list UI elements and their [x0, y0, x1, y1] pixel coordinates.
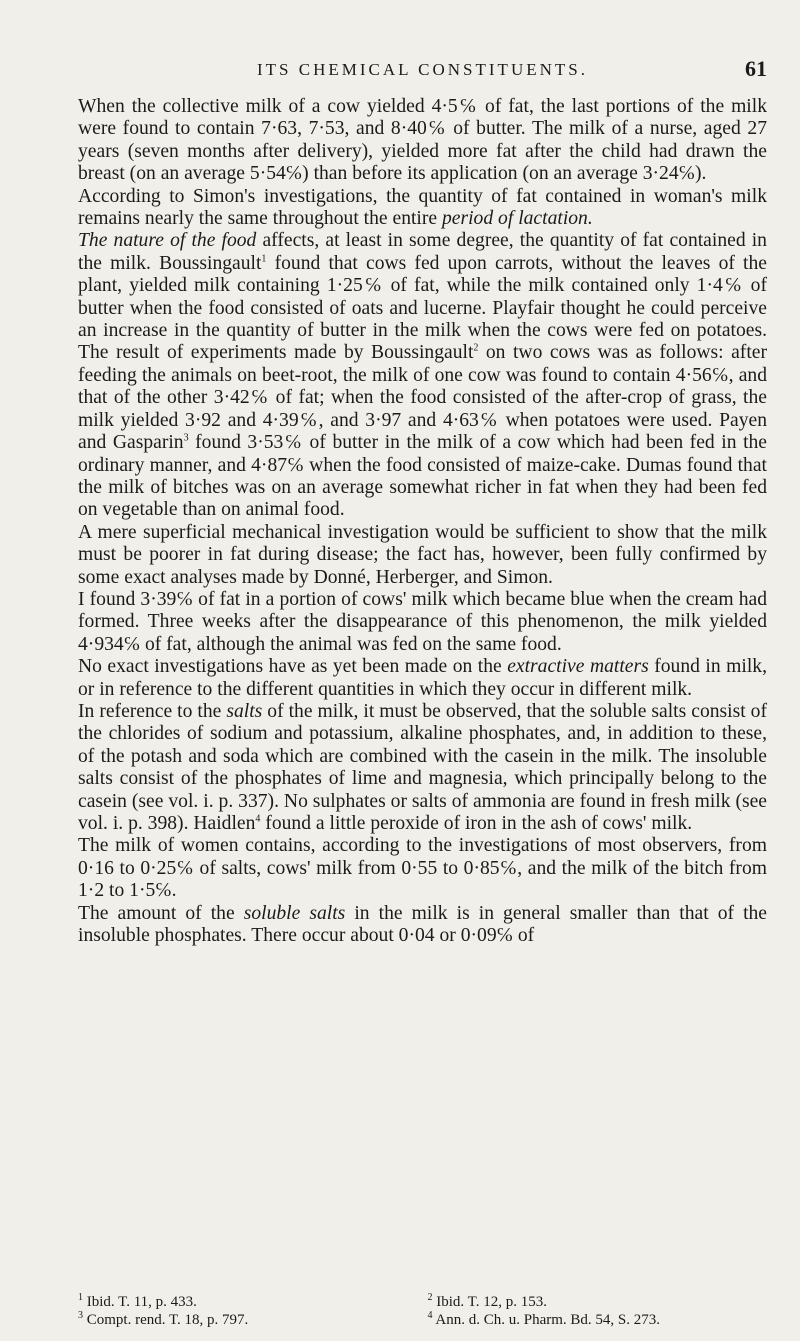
text-run: No exact investigations have as yet been made on the [78, 656, 508, 678]
footnote-text: Compt. rend. T. 18, p. 797. [83, 1312, 249, 1328]
paragraph [78, 522, 767, 589]
text-run: on two cows was as follows: after feeding the animals on beet-root, the milk of one cow was found to contain 4·56℅, and that of the other 3·42℅ of fat; when the food consisted of the after-crop of grass, the milk yielded 3·92 and 4·39℅, and 3·97 and 4·63℅ when potatoes were used. Payen and Gasparin [78, 342, 767, 454]
paragraph [78, 186, 767, 231]
italic-run: The nature of the food [78, 230, 257, 252]
footnote-ref: 3 [183, 432, 189, 444]
paragraph [78, 835, 767, 902]
footnote-mark: 2 [427, 1292, 433, 1303]
footnote-ref: 4 [255, 813, 261, 825]
text-run: in the milk is in general smaller than that of the insoluble phosphates. There occur about 0·04 or 0·09℅ of [78, 902, 768, 947]
text-run: A mere superficial mechanical investigation would be sufficient to show that the milk must be poorer in fat during disease; the fact has, however, been fully confirmed by some exact analyses made by Donné, Herberger, and Simon. [78, 521, 767, 588]
italic-run: period of lactation. [442, 208, 593, 230]
text-run: In reference to the [78, 700, 227, 722]
paragraph [78, 589, 767, 656]
footnote [78, 1312, 418, 1329]
paragraph [78, 96, 767, 186]
text-run: of the milk, it must be observed, that the soluble salts consist of the chlorides of sodium and potassium, alkaline phosphates, and, in addition to these, of the potash and soda which are combined with the casein in the milk. The insoluble salts consist of the phosphates of lime and magnesia, which principally belong to the casein (see vol. i. p. 337). No sulphates or salts of ammonia are found in fresh milk (see vol. i. p. 398). Haidlen [78, 700, 767, 834]
footnote-text: Ibid. T. 12, p. 153. [432, 1294, 547, 1310]
footnote-text: Ibid. T. 11, p. 433. [83, 1294, 197, 1310]
footnote-mark: 3 [78, 1310, 83, 1321]
footnote-text: Ann. d. Ch. u. Pharm. Bd. 54, S. 273. [432, 1312, 661, 1328]
text-run: found 3·53℅ of butter in the milk of a cow which had been fed in the ordinary manner, and 4·87℅ when the food consisted of maize-cake. Dumas found that the milk of bitches was on an average somewhat richer in fat when they had been fed on vegetable than on animal food. [78, 432, 768, 521]
italic-run: soluble salts [243, 902, 346, 924]
text-run: The milk of women contains, according to the investigations of most observers, from 0·16 to 0·25℅ of salts, cows' milk from 0·55 to 0·85℅, and the milk of the bitch from 1·2 to 1·5℅. [78, 835, 767, 902]
text-run: found a little peroxide of iron in the ash of cows' milk. [260, 813, 693, 834]
text-run: found that cows fed upon carrots, without the leaves of the plant, yielded milk containing 1·25℅ of fat, while the milk contained only 1·4℅ of butter when the food consisted of oats and lucerne. Playfair thought he could perceive an increase in the quantity of butter in the milk when the cows were fed on potatoes. The result of experiments made by Boussingault [78, 252, 767, 364]
text-run: According to Simon's investigations, the quantity of fat contained in woman's milk remains nearly the same throughout the entire [78, 185, 767, 230]
footnote [428, 1312, 768, 1329]
page-number: 61 [745, 56, 767, 81]
footnote [78, 1294, 418, 1311]
footnote-mark: 4 [427, 1310, 433, 1321]
text-run: I found 3·39℅ of fat in a portion of cows' milk which became blue when the cream had formed. Three weeks after the disappearance of this phenomenon, the milk yielded 4·934℅ of fat, although the animal was fed on the same food. [78, 588, 767, 655]
footnotes [78, 1294, 767, 1329]
text-run: affects, at least in some degree, the quantity of fat contained in the milk. Boussingault [78, 230, 767, 274]
paragraph [78, 230, 767, 521]
page-header [78, 0, 767, 81]
text-run: found in milk, or in reference to the different quantities in which they occur in different milk. [78, 656, 767, 700]
footnote-mark: 1 [78, 1292, 83, 1303]
footnote-ref: 1 [261, 253, 267, 265]
text-run: The amount of the [78, 902, 244, 924]
paragraph [78, 701, 767, 835]
paragraph [78, 656, 767, 701]
paragraph [78, 903, 767, 948]
running-title: ITS CHEMICAL CONSTITUENTS. [257, 60, 588, 79]
body-text [78, 96, 767, 947]
text-run: When the collective milk of a cow yielded 4·5℅ of fat, the last portions of the milk were found to contain 7·63, 7·53, and 8·40℅ of butter. The milk of a nurse, aged 27 years (seven months after delivery), yielded more fat after the child had drawn the breast (on an average 5·54℅) than before its application (on an average 3·24℅). [78, 96, 767, 185]
italic-run: salts [226, 700, 263, 722]
italic-run: extractive matters [507, 656, 649, 678]
footnote [428, 1294, 768, 1311]
footnote-ref: 2 [473, 342, 479, 354]
